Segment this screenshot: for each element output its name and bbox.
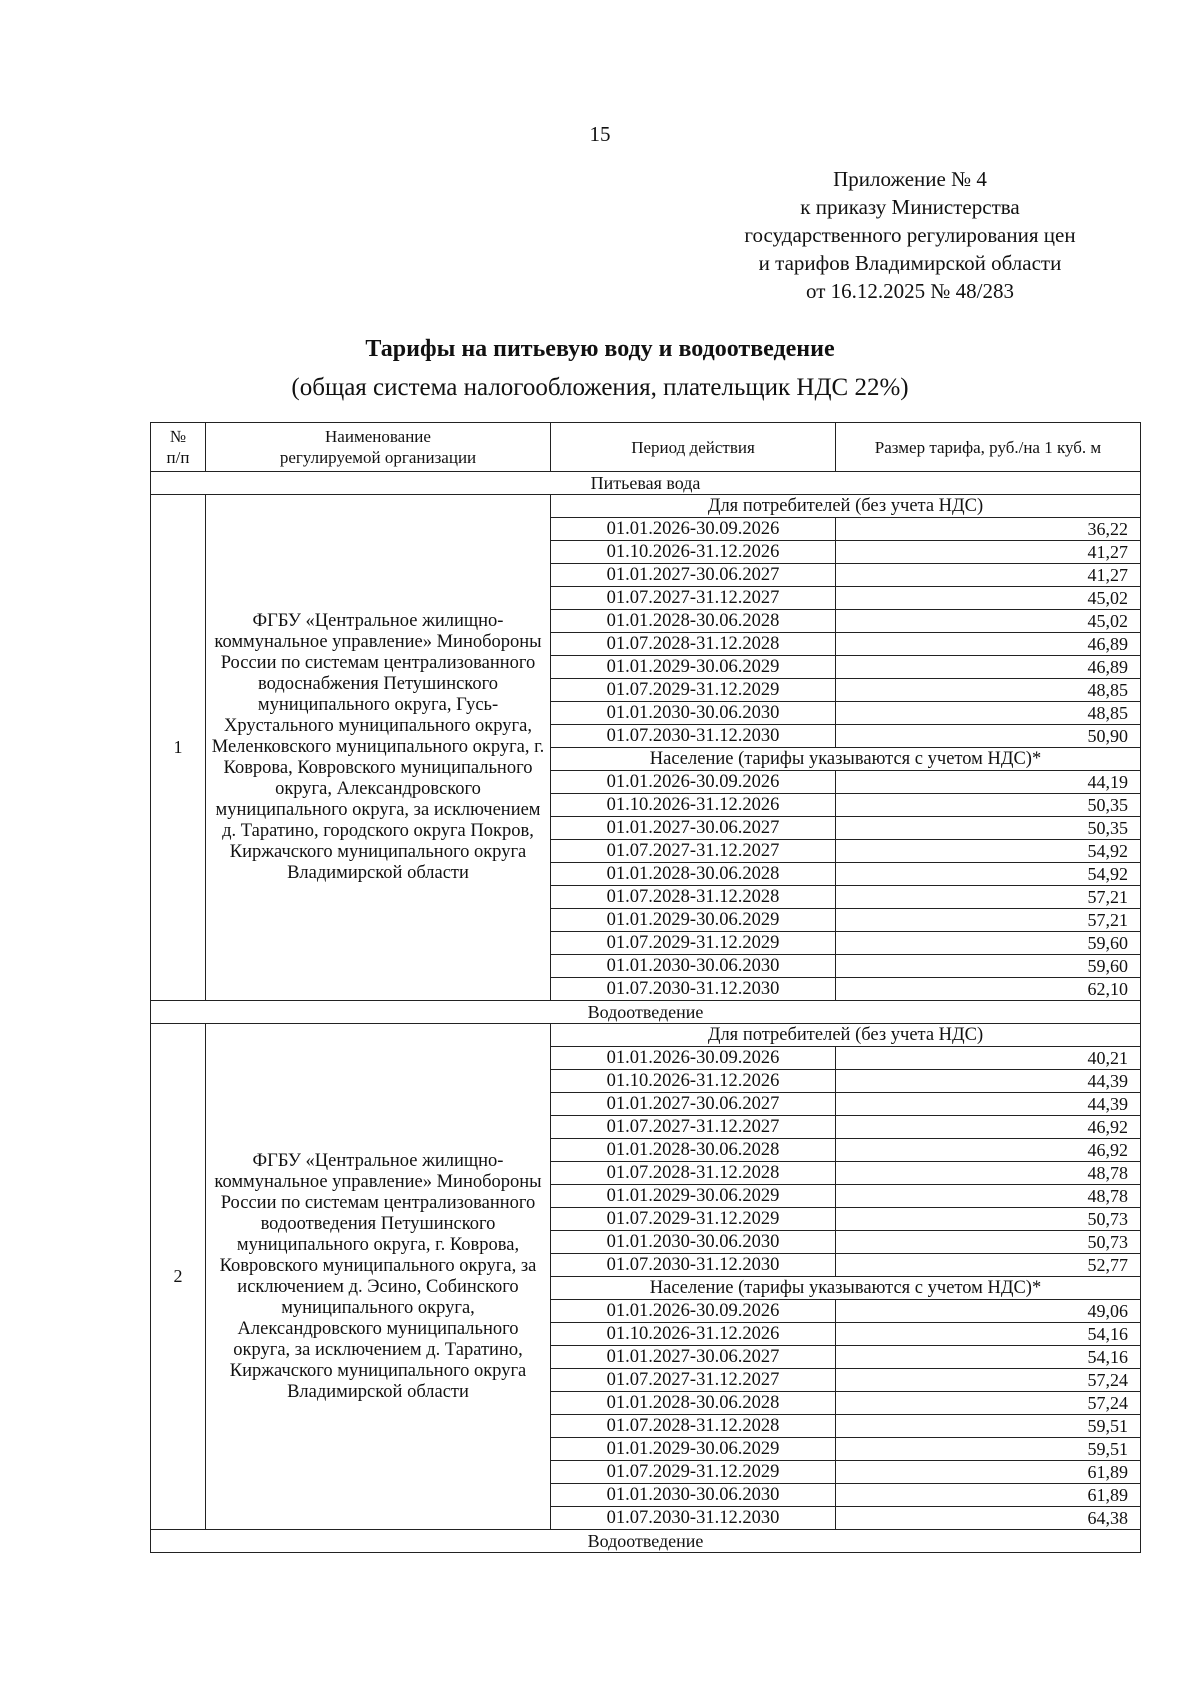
period-cell: 01.01.2027-30.06.2027 xyxy=(551,1346,836,1369)
group-title: Население (тарифы указываются с учетом НДС)* xyxy=(551,1277,1141,1300)
section-title-row xyxy=(151,1530,1141,1553)
tariff-value-cell: 50,35 xyxy=(836,817,1141,840)
period-cell: 01.01.2030-30.06.2030 xyxy=(551,1231,836,1254)
period-cell: 01.01.2027-30.06.2027 xyxy=(551,564,836,587)
period-cell: 01.01.2029-30.06.2029 xyxy=(551,1438,836,1461)
period-cell: 01.07.2030-31.12.2030 xyxy=(551,725,836,748)
period-cell: 01.01.2026-30.09.2026 xyxy=(551,1300,836,1323)
row-number: 1 xyxy=(151,495,206,1001)
period-cell: 01.01.2026-30.09.2026 xyxy=(551,771,836,794)
tariff-value-cell: 46,89 xyxy=(836,656,1141,679)
tariff-value-cell: 54,92 xyxy=(836,863,1141,886)
appendix-line: государственного регулирования цен xyxy=(744,223,1076,247)
tariff-value-cell: 40,21 xyxy=(836,1047,1141,1070)
organization-name: ФГБУ «Центральное жилищно-коммунальное управление» Минобороны России по системам централизованного водоснабжения Петушинского муниципального округа, Гусь-Хрустального муниципального округа, Меленковского муниципального округа, г. Коврова, Ковровского муниципального округа, Александровского муниципального округа, за исключением д. Таратино, городского округа Покров, Киржачского муниципального округа Владимирской области xyxy=(206,495,551,1001)
group-title-row xyxy=(151,495,1141,518)
group-title: Население (тарифы указываются с учетом НДС)* xyxy=(551,748,1141,771)
period-cell: 01.01.2028-30.06.2028 xyxy=(551,610,836,633)
header-num: № п/п xyxy=(151,423,206,472)
period-cell: 01.07.2027-31.12.2027 xyxy=(551,1116,836,1139)
tariff-value-cell: 59,60 xyxy=(836,955,1141,978)
document-subtitle: (общая система налогообложения, плательщик НДС 22%) xyxy=(291,374,909,401)
table-header-row xyxy=(151,423,1141,472)
period-cell: 01.07.2028-31.12.2028 xyxy=(551,1415,836,1438)
tariff-value-cell: 52,77 xyxy=(836,1254,1141,1277)
tariff-value-cell: 62,10 xyxy=(836,978,1141,1001)
period-cell: 01.01.2030-30.06.2030 xyxy=(551,702,836,725)
document-title: Тарифы на питьевую воду и водоотведение xyxy=(365,336,835,362)
section-title: Водоотведение xyxy=(151,1001,1141,1024)
period-cell: 01.07.2030-31.12.2030 xyxy=(551,1507,836,1530)
tariff-value-cell: 64,38 xyxy=(836,1507,1141,1530)
tariff-value-cell: 54,92 xyxy=(836,840,1141,863)
tariff-value-cell: 54,16 xyxy=(836,1323,1141,1346)
period-cell: 01.01.2027-30.06.2027 xyxy=(551,1093,836,1116)
tariff-value-cell: 57,24 xyxy=(836,1392,1141,1415)
period-cell: 01.01.2029-30.06.2029 xyxy=(551,1185,836,1208)
tariff-value-cell: 50,73 xyxy=(836,1208,1141,1231)
period-cell: 01.07.2029-31.12.2029 xyxy=(551,679,836,702)
period-cell: 01.01.2028-30.06.2028 xyxy=(551,863,836,886)
period-cell: 01.01.2027-30.06.2027 xyxy=(551,817,836,840)
period-cell: 01.01.2026-30.09.2026 xyxy=(551,518,836,541)
page-number: 15 xyxy=(589,122,611,146)
period-cell: 01.07.2028-31.12.2028 xyxy=(551,1162,836,1185)
section-title-row xyxy=(151,1001,1141,1024)
header-tariff: Размер тарифа, руб./на 1 куб. м xyxy=(836,423,1141,472)
tariff-value-cell: 41,27 xyxy=(836,564,1141,587)
period-cell: 01.07.2030-31.12.2030 xyxy=(551,1254,836,1277)
organization-name: ФГБУ «Центральное жилищно-коммунальное управление» Минобороны России по системам централизованного водоотведения Петушинского муниципального округа, г. Коврова, Ковровского муниципального округа, за исключением д. Эсино, Собинского муниципального округа, Александровского муниципального округа, за исключением д. Таратино, Киржачского муниципального округа Владимирской области xyxy=(206,1024,551,1530)
tariff-value-cell: 59,60 xyxy=(836,932,1141,955)
period-cell: 01.07.2028-31.12.2028 xyxy=(551,886,836,909)
tariff-value-cell: 57,21 xyxy=(836,909,1141,932)
period-cell: 01.01.2029-30.06.2029 xyxy=(551,656,836,679)
tariff-value-cell: 50,35 xyxy=(836,794,1141,817)
header-period: Период действия xyxy=(551,423,836,472)
period-cell: 01.10.2026-31.12.2026 xyxy=(551,1323,836,1346)
tariff-value-cell: 54,16 xyxy=(836,1346,1141,1369)
tariff-value-cell: 48,85 xyxy=(836,679,1141,702)
tariff-value-cell: 59,51 xyxy=(836,1438,1141,1461)
appendix-line: от 16.12.2025 № 48/283 xyxy=(805,279,1015,303)
appendix-line: к приказу Министерства xyxy=(800,195,1020,219)
period-cell: 01.07.2028-31.12.2028 xyxy=(551,633,836,656)
tariff-value-cell: 50,73 xyxy=(836,1231,1141,1254)
tariff-value-cell: 61,89 xyxy=(836,1484,1141,1507)
section-title: Водоотведение xyxy=(151,1530,1141,1553)
period-cell: 01.10.2026-31.12.2026 xyxy=(551,1070,836,1093)
period-cell: 01.01.2028-30.06.2028 xyxy=(551,1139,836,1162)
group-title: Для потребителей (без учета НДС) xyxy=(551,495,1141,518)
tariff-value-cell: 48,85 xyxy=(836,702,1141,725)
section-title: Питьевая вода xyxy=(151,472,1141,495)
period-cell: 01.01.2028-30.06.2028 xyxy=(551,1392,836,1415)
appendix-line: и тарифов Владимирской области xyxy=(758,251,1062,275)
tariff-value-cell: 50,90 xyxy=(836,725,1141,748)
tariff-value-cell: 41,27 xyxy=(836,541,1141,564)
tariff-value-cell: 46,92 xyxy=(836,1116,1141,1139)
tariff-value-cell: 46,89 xyxy=(836,633,1141,656)
tariff-value-cell: 44,19 xyxy=(836,771,1141,794)
appendix-block xyxy=(690,165,1130,305)
period-cell: 01.01.2026-30.09.2026 xyxy=(551,1047,836,1070)
period-cell: 01.07.2027-31.12.2027 xyxy=(551,1369,836,1392)
tariff-value-cell: 46,92 xyxy=(836,1139,1141,1162)
section-title-row xyxy=(151,472,1141,495)
tariff-value-cell: 48,78 xyxy=(836,1185,1141,1208)
tariff-value-cell: 57,21 xyxy=(836,886,1141,909)
period-cell: 01.01.2030-30.06.2030 xyxy=(551,1484,836,1507)
period-cell: 01.10.2026-31.12.2026 xyxy=(551,794,836,817)
period-cell: 01.07.2029-31.12.2029 xyxy=(551,1208,836,1231)
tariff-table xyxy=(150,422,1141,1553)
tariff-value-cell: 49,06 xyxy=(836,1300,1141,1323)
tariff-value-cell: 48,78 xyxy=(836,1162,1141,1185)
tariff-value-cell: 61,89 xyxy=(836,1461,1141,1484)
group-title-row xyxy=(151,1024,1141,1047)
period-cell: 01.01.2030-30.06.2030 xyxy=(551,955,836,978)
period-cell: 01.07.2027-31.12.2027 xyxy=(551,840,836,863)
row-number: 2 xyxy=(151,1024,206,1530)
tariff-value-cell: 44,39 xyxy=(836,1070,1141,1093)
tariff-value-cell: 57,24 xyxy=(836,1369,1141,1392)
tariff-value-cell: 45,02 xyxy=(836,610,1141,633)
period-cell: 01.01.2029-30.06.2029 xyxy=(551,909,836,932)
table-body xyxy=(151,472,1141,1553)
period-cell: 01.07.2029-31.12.2029 xyxy=(551,1461,836,1484)
tariff-value-cell: 44,39 xyxy=(836,1093,1141,1116)
appendix-line: Приложение № 4 xyxy=(833,167,987,191)
period-cell: 01.10.2026-31.12.2026 xyxy=(551,541,836,564)
header-organization: Наименование регулируемой организации xyxy=(206,423,551,472)
tariff-value-cell: 36,22 xyxy=(836,518,1141,541)
period-cell: 01.07.2030-31.12.2030 xyxy=(551,978,836,1001)
period-cell: 01.07.2029-31.12.2029 xyxy=(551,932,836,955)
tariff-value-cell: 59,51 xyxy=(836,1415,1141,1438)
period-cell: 01.07.2027-31.12.2027 xyxy=(551,587,836,610)
group-title: Для потребителей (без учета НДС) xyxy=(551,1024,1141,1047)
tariff-value-cell: 45,02 xyxy=(836,587,1141,610)
